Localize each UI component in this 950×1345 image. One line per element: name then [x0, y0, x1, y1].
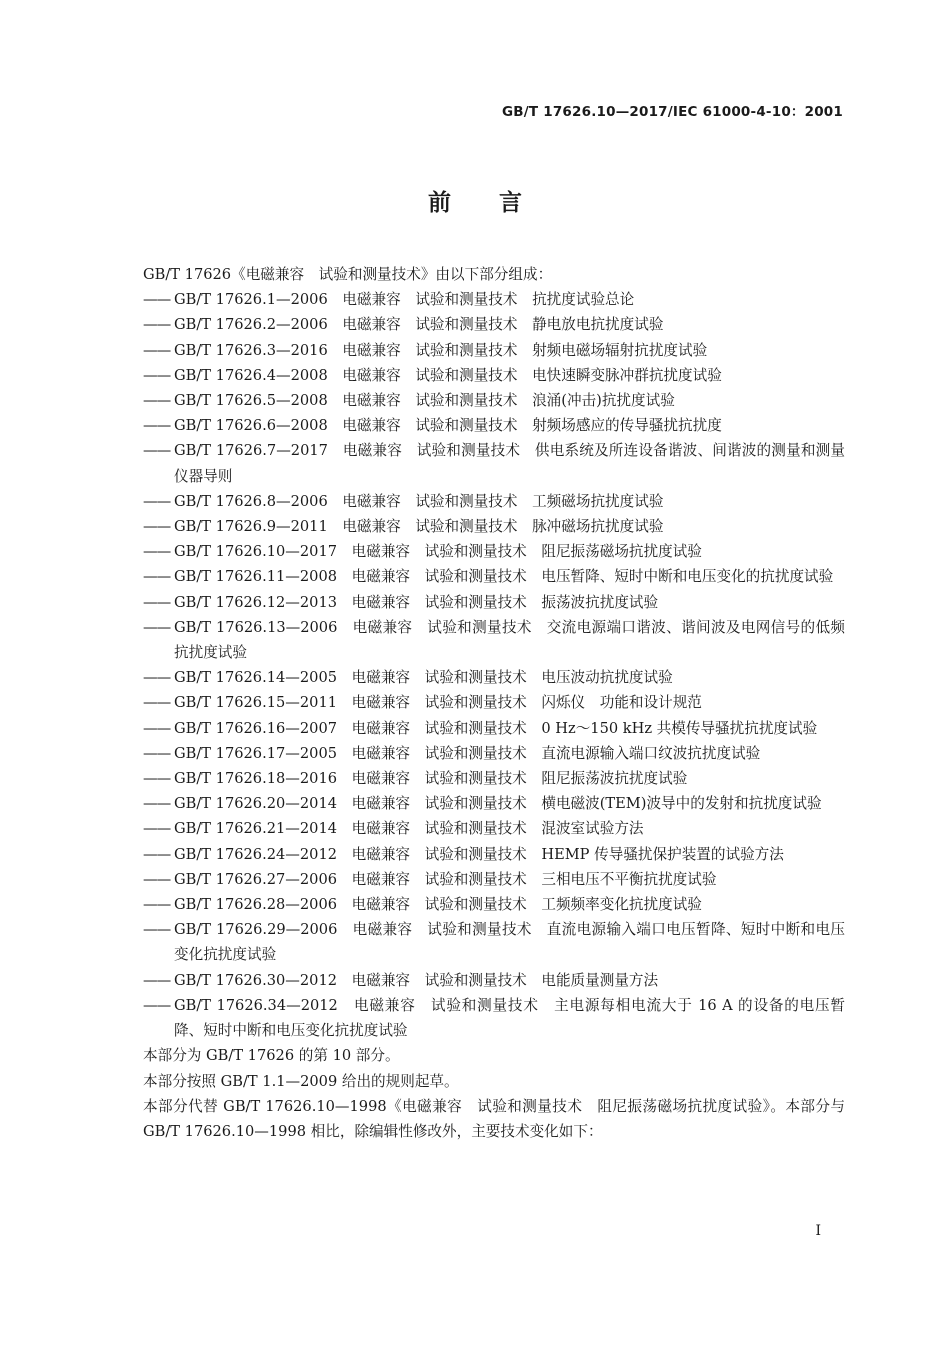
foreword-content — [143, 262, 845, 1144]
list-item — [143, 514, 845, 539]
list-item — [143, 338, 845, 363]
list-item-text: GB/T 17626.2—2006 电磁兼容 试验和测量技术 静电放电抗扰度试验 — [174, 316, 664, 334]
list-dash: —— — [143, 870, 171, 888]
paragraph-replacement: 本部分代替 GB/T 17626.10—1998《电磁兼容 试验和测量技术 阻尼振荡磁场抗扰度试验》。本部分与 GB/T 17626.10—1998 相比，除编辑性修改外，主要技术变化如下： — [143, 1097, 845, 1140]
list-item — [143, 993, 845, 1043]
list-item-text: GB/T 17626.15—2011 电磁兼容 试验和测量技术 闪烁仪 功能和设计规范 — [174, 694, 702, 712]
list-dash: —— — [143, 971, 171, 989]
list-dash: —— — [143, 719, 171, 737]
list-item-text: GB/T 17626.6—2008 电磁兼容 试验和测量技术 射频场感应的传导骚扰抗扰度 — [174, 417, 722, 435]
list-item-text: GB/T 17626.1—2006 电磁兼容 试验和测量技术 抗扰度试验总论 — [174, 291, 635, 309]
list-dash: —— — [143, 795, 171, 813]
list-dash: —— — [143, 316, 171, 334]
list-item — [143, 791, 845, 816]
list-item — [143, 816, 845, 841]
list-item-text: GB/T 17626.29—2006 电磁兼容 试验和测量技术 直流电源输入端口电压暂降、短时中断和电压变化抗扰度试验 — [174, 921, 845, 964]
list-item-text: GB/T 17626.24—2012 电磁兼容 试验和测量技术 HEMP 传导骚扰保护装置的试验方法 — [174, 845, 784, 863]
list-item — [143, 363, 845, 388]
list-dash: —— — [143, 744, 171, 762]
list-dash: —— — [143, 518, 171, 536]
list-dash: —— — [143, 417, 171, 435]
list-item-text: GB/T 17626.7—2017 电磁兼容 试验和测量技术 供电系统及所连设备谐波、间谐波的测量和测量仪器导则 — [174, 442, 845, 485]
list-item — [143, 312, 845, 337]
list-item-text: GB/T 17626.5—2008 电磁兼容 试验和测量技术 浪涌(冲击)抗扰度试验 — [174, 392, 675, 410]
list-item-text: GB/T 17626.17—2005 电磁兼容 试验和测量技术 直流电源输入端口纹波抗扰度试验 — [174, 744, 761, 762]
list-dash: —— — [143, 896, 171, 914]
list-dash: —— — [143, 568, 171, 586]
list-item — [143, 665, 845, 690]
paragraph-part-number: 本部分为 GB/T 17626 的第 10 部分。 — [143, 1047, 400, 1065]
list-item-text: GB/T 17626.18—2016 电磁兼容 试验和测量技术 阻尼振荡波抗扰度试验 — [174, 770, 688, 788]
list-item — [143, 615, 845, 665]
list-dash: —— — [143, 593, 171, 611]
list-dash: —— — [143, 996, 171, 1014]
list-item — [143, 716, 845, 741]
list-item — [143, 690, 845, 715]
paragraph-drafting-rules: 本部分按照 GB/T 1.1—2009 给出的规则起草。 — [143, 1072, 459, 1090]
list-item — [143, 867, 845, 892]
list-item — [143, 438, 845, 488]
list-item — [143, 564, 845, 589]
list-dash: —— — [143, 392, 171, 410]
list-item-text: GB/T 17626.3—2016 电磁兼容 试验和测量技术 射频电磁场辐射抗扰度试验 — [174, 341, 708, 359]
list-item — [143, 287, 845, 312]
list-item-text: GB/T 17626.11—2008 电磁兼容 试验和测量技术 电压暂降、短时中断和电压变化的抗扰度试验 — [174, 568, 834, 586]
list-item — [143, 968, 845, 993]
standard-number-header: GB/T 17626.10—2017/IEC 61000-4-10：2001 — [502, 104, 843, 120]
list-dash: —— — [143, 341, 171, 359]
list-item-text: GB/T 17626.30—2012 电磁兼容 试验和测量技术 电能质量测量方法 — [174, 971, 659, 989]
list-item — [143, 539, 845, 564]
page-number: I — [815, 1223, 821, 1239]
list-item — [143, 766, 845, 791]
list-dash: —— — [143, 492, 171, 510]
intro-paragraph: GB/T 17626《电磁兼容 试验和测量技术》由以下部分组成： — [143, 266, 553, 283]
list-item-text: GB/T 17626.16—2007 电磁兼容 试验和测量技术 0 Hz～150 kHz 共模传导骚扰抗扰度试验 — [174, 719, 818, 737]
list-item — [143, 741, 845, 766]
list-dash: —— — [143, 543, 171, 561]
list-dash: —— — [143, 921, 171, 939]
list-dash: —— — [143, 291, 171, 309]
list-dash: —— — [143, 618, 171, 636]
list-item-text: GB/T 17626.34—2012 电磁兼容 试验和测量技术 主电源每相电流大于 16 A 的设备的电压暂降、短时中断和电压变化抗扰度试验 — [174, 996, 845, 1040]
list-item-text: GB/T 17626.21—2014 电磁兼容 试验和测量技术 混波室试验方法 — [174, 820, 644, 838]
list-item — [143, 892, 845, 917]
list-item — [143, 590, 845, 615]
list-item — [143, 842, 845, 867]
list-item-text: GB/T 17626.12—2013 电磁兼容 试验和测量技术 振荡波抗扰度试验 — [174, 593, 659, 611]
list-dash: —— — [143, 820, 171, 838]
list-dash: —— — [143, 442, 171, 460]
list-item-text: GB/T 17626.27—2006 电磁兼容 试验和测量技术 三相电压不平衡抗扰度试验 — [174, 870, 717, 888]
list-item — [143, 489, 845, 514]
list-item-text: GB/T 17626.9—2011 电磁兼容 试验和测量技术 脉冲磁场抗扰度试验 — [174, 518, 664, 536]
page-title: 前言 — [428, 190, 570, 216]
list-dash: —— — [143, 669, 171, 687]
list-item — [143, 388, 845, 413]
list-item-text: GB/T 17626.20—2014 电磁兼容 试验和测量技术 横电磁波(TEM)波导中的发射和抗扰度试验 — [174, 795, 822, 813]
list-dash: —— — [143, 845, 171, 863]
list-dash: —— — [143, 770, 171, 788]
list-item-text: GB/T 17626.8—2006 电磁兼容 试验和测量技术 工频磁场抗扰度试验 — [174, 492, 664, 510]
list-item-text: GB/T 17626.28—2006 电磁兼容 试验和测量技术 工频频率变化抗扰度试验 — [174, 896, 702, 914]
list-dash: —— — [143, 694, 171, 712]
list-item-text: GB/T 17626.4—2008 电磁兼容 试验和测量技术 电快速瞬变脉冲群抗扰度试验 — [174, 366, 722, 384]
list-item-text: GB/T 17626.13—2006 电磁兼容 试验和测量技术 交流电源端口谐波、谐间波及电网信号的低频抗扰度试验 — [174, 618, 845, 662]
list-item-text: GB/T 17626.14—2005 电磁兼容 试验和测量技术 电压波动抗扰度试验 — [174, 669, 673, 687]
list-item-text: GB/T 17626.10—2017 电磁兼容 试验和测量技术 阻尼振荡磁场抗扰度试验 — [174, 543, 702, 561]
list-item — [143, 413, 845, 438]
parts-list — [143, 287, 845, 1043]
list-dash: —— — [143, 366, 171, 384]
list-item — [143, 917, 845, 967]
